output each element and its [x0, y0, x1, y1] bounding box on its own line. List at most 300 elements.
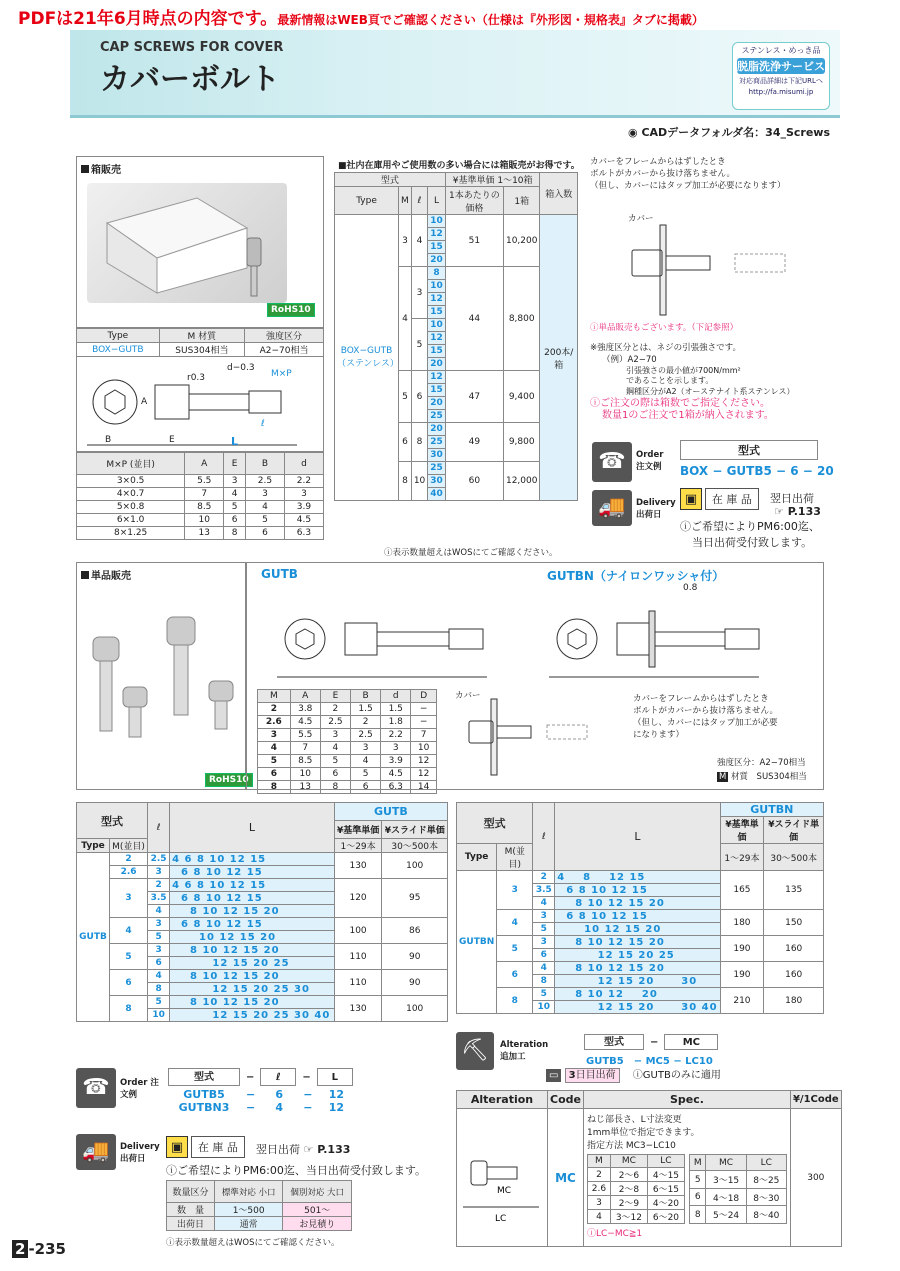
gnt-h-label: GUTBN: [720, 803, 823, 817]
pm2: 当日出荷受付致します。: [692, 536, 813, 549]
single-drawing-panel: [246, 562, 824, 790]
bt-h-price: ¥基準単価 1〜10箱: [445, 173, 540, 187]
gt-h-m: M(並目): [109, 839, 147, 853]
mat-h-type: Type: [77, 329, 160, 343]
bt-p1: 60: [445, 462, 503, 501]
pm-note-top: ⓘご希望によりPM6:00迄、 当日出荷受付致します。: [680, 520, 820, 549]
rn-o1: ⓘご注文の際は箱数でご指定ください。: [590, 398, 770, 409]
pt-ell: 3: [148, 866, 170, 879]
sd-cell: 3: [381, 742, 411, 755]
bt-l: 15: [428, 241, 446, 254]
rn-s3: 引張強さの最小値が700N/mm²であることを示します。: [626, 366, 741, 385]
delivery-footnote: ⓘ表示数量超えはWOSにてご確認ください。: [166, 1238, 340, 1248]
title-english: CAP SCREWS FOR COVER: [100, 40, 284, 55]
sd-cell: 5: [258, 755, 291, 768]
gutbn-price-table: [456, 802, 824, 1014]
m-icon: M: [719, 772, 727, 782]
pt-m: 6: [497, 962, 533, 988]
pt-L: 12 15 20 25 30 40: [170, 1009, 335, 1022]
bt-p2: 9,400: [503, 371, 540, 423]
table-row: [457, 910, 824, 923]
bt-qty: 200本/箱: [540, 215, 578, 501]
sd-cell: 2: [351, 716, 381, 729]
alt-header: 型式 − MC: [584, 1034, 718, 1050]
table-row: [587, 1210, 684, 1224]
mc-cell: 8〜30: [746, 1188, 786, 1206]
gt-h-model: 型式: [77, 803, 148, 839]
qt-r1-2: 501〜: [283, 1203, 352, 1217]
rohs-badge: [267, 305, 315, 315]
mc-cell: 2〜9: [610, 1196, 647, 1210]
sd-cell: 2: [320, 703, 350, 716]
gnt-h-type: Type: [457, 844, 497, 871]
dims-cell: 2.5: [245, 475, 284, 488]
table-row: [77, 475, 324, 488]
pt-L: 10 12 15 20: [555, 923, 720, 936]
bt-l: 10: [428, 319, 446, 332]
gt-h-label: GUTB: [334, 803, 447, 821]
bt-p1: 47: [445, 371, 503, 423]
page-ref-top[interactable]: ☞ P.133: [774, 505, 821, 518]
mc-cell: 3: [587, 1196, 610, 1210]
bt-p1: 44: [445, 267, 503, 371]
table-row: [457, 871, 824, 884]
sd-cell: 2.6: [258, 716, 291, 729]
gt-h-p1: ¥基準単価: [334, 821, 382, 839]
dims-cell: 3: [245, 488, 284, 501]
single-title: [81, 567, 131, 582]
rohs-label-single: RoHS10: [205, 773, 253, 787]
dims-cell: 2.2: [284, 475, 323, 488]
pt-ell: 8: [533, 975, 555, 988]
badge-line3: 対応商品詳細は下記URLへ: [739, 77, 823, 85]
ob-r1-0: GUTB5: [183, 1088, 225, 1101]
mc-cell: 2〜6: [610, 1168, 647, 1182]
label-d: d−0.3: [227, 363, 255, 373]
bt-p1: 51: [445, 215, 503, 267]
mat-h-strength: 強度区分: [245, 329, 324, 343]
pt-L: 4 6 8 10 12 15: [170, 853, 335, 866]
rn-s2: （例）A2−70: [602, 355, 657, 365]
dims-cell: 6: [245, 527, 284, 540]
dims-cell: 5: [245, 514, 284, 527]
sd-cell: 8: [320, 781, 350, 794]
ob-r1-2: 6: [275, 1088, 284, 1101]
pt-p2: 90: [382, 944, 448, 970]
order-header-box: 型式: [680, 440, 818, 460]
bt-h-p2: 1箱: [503, 187, 540, 215]
page-header: [70, 30, 840, 118]
table-row: [77, 944, 448, 957]
bt-h-l: L: [428, 187, 446, 215]
table-row: [689, 1188, 786, 1206]
page-num: -235: [28, 1240, 66, 1258]
rn-o2: 数量1のご注文で1箱が納入されます。: [602, 410, 774, 421]
table-row: [77, 514, 324, 527]
pt-p1: 100: [334, 918, 382, 944]
bt-m: 6: [399, 423, 412, 462]
bt-ell: 10: [411, 462, 427, 501]
mc-left-body: [587, 1168, 684, 1224]
bt-p2: 8,800: [503, 267, 540, 371]
cover-drawing: [620, 220, 800, 320]
sd-cell: 3.9: [381, 755, 411, 768]
alt-spec2: 1mm単位で指定できます。: [586, 1128, 700, 1138]
pt-ell: 5: [533, 988, 555, 1001]
pt-p2: 180: [764, 988, 824, 1014]
phone-icon: ☎: [592, 442, 632, 482]
dims-cell: 3: [284, 488, 323, 501]
qt-r1-0: 数 量: [167, 1203, 215, 1217]
pt-p1: 110: [334, 944, 382, 970]
sd-cell: 10: [411, 742, 437, 755]
bt-l: 30: [428, 449, 446, 462]
mat-strength: A2−70相当: [245, 343, 324, 357]
bt-l: 40: [428, 488, 446, 501]
bt-p2: 9,800: [503, 423, 540, 462]
pt-L: 12 15 20 30 40: [555, 1001, 720, 1014]
sd-cell: 4: [258, 742, 291, 755]
mc-cell: 6: [689, 1188, 705, 1206]
bt-h-ell: ℓ: [411, 187, 427, 215]
bt-h-m: M: [399, 187, 412, 215]
rn-s1: ※強度区分とは、ネジの引張強さです。: [590, 343, 741, 353]
pt-ell: 4: [148, 905, 170, 918]
rn-cover-label: カバー: [628, 214, 654, 224]
ob-r2-3: −: [303, 1101, 313, 1114]
box-product-photo: [87, 183, 287, 303]
gutbn-body: [457, 871, 824, 1014]
pt-m: 5: [109, 944, 147, 970]
mcl-h2: LC: [647, 1155, 684, 1168]
ob-r1-4: 12: [328, 1088, 345, 1101]
sn-1: カバーをフレームからはずしたとき: [633, 694, 769, 704]
bt-m: 8: [399, 462, 412, 501]
sd-cell: 10: [290, 768, 320, 781]
notice-small: 最新情報はWEB頁でご確認ください（仕様は『外形図・規格表』タブに掲載）: [277, 13, 704, 27]
table-row: [77, 488, 324, 501]
pt-p1: 110: [334, 970, 382, 996]
sd-cell: 2.5: [351, 729, 381, 742]
order-code-box: BOX − GUTB5 − 6 − 20: [680, 464, 834, 478]
sn-3: （但し、カバーにはタップ加工が必要: [633, 718, 778, 728]
rn-single: ⓘ単品販売もございます。（下記参照）: [590, 323, 739, 333]
pt-ell: 3.5: [533, 884, 555, 897]
pt-ell: 3.5: [148, 892, 170, 905]
pt-ell: 3: [533, 910, 555, 923]
order-label-bottom: Order 注文例: [120, 1078, 159, 1100]
alt-price: 300: [790, 1109, 841, 1247]
table-row: [587, 1168, 684, 1182]
pt-p1: 120: [334, 879, 382, 918]
bt-l: 12: [428, 371, 446, 384]
pt-p2: 150: [764, 910, 824, 936]
mc-cell: 6〜20: [647, 1210, 684, 1224]
qt-h2: 個別対応 大口: [283, 1181, 352, 1203]
alt-days-label: 日目出荷: [575, 1070, 616, 1081]
pt-p1: 190: [720, 962, 764, 988]
dims-cell: 10: [185, 514, 224, 527]
table-row: [258, 703, 437, 716]
single-title-text: 単品販売: [91, 571, 131, 582]
mc-cell: 3〜15: [706, 1171, 746, 1189]
alt-h1: 型式: [584, 1034, 644, 1050]
bt-l: 15: [428, 306, 446, 319]
ob-h1: 型式: [168, 1068, 240, 1086]
stock-badge-bottom: [166, 1136, 245, 1158]
sd-cell: 7: [411, 729, 437, 742]
box-footnote-text: 表示数量超えはWOSにてご確認ください。: [392, 548, 558, 558]
at-h1: Code: [548, 1091, 584, 1109]
bt-type-name: BOX−GUTB: [340, 346, 393, 356]
stock-badge-top: [680, 488, 759, 510]
gt-h-type: Type: [77, 839, 110, 853]
sd-cell: 1.5: [381, 703, 411, 716]
table-row: [77, 996, 448, 1009]
pt-L: 6 8 10 12 15: [555, 884, 720, 897]
gutb-price-table: [76, 802, 448, 1022]
gutb-drawing: [277, 605, 517, 685]
mc-cell: 5: [689, 1171, 705, 1189]
table-row: [77, 970, 448, 983]
bt-p2: 12,000: [503, 462, 540, 501]
mcl-h0: M: [587, 1155, 610, 1168]
pt-m: 3: [497, 871, 533, 910]
sd-h-m: M: [258, 690, 291, 703]
gutbn-heading: [547, 567, 724, 584]
pm-note-bottom: ⓘご希望によりPM6:00迄、当日出荷受付致します。: [166, 1164, 426, 1177]
pt-L: 6 8 10 12 15: [170, 918, 335, 931]
gutbn-text: GUTBN（ナイロンワッシャ付）: [547, 569, 725, 583]
bt-l: 30: [428, 475, 446, 488]
sd-cell: 8.5: [290, 755, 320, 768]
box-dims-body: [77, 475, 324, 540]
pt-m: 8: [497, 988, 533, 1014]
rohs-label: RoHS10: [267, 303, 315, 317]
sd-cell: 5: [320, 755, 350, 768]
bt-ell: 5: [411, 319, 427, 371]
gt-h-L: L: [170, 803, 335, 853]
sd-h-e: E: [320, 690, 350, 703]
sd-cell: 4: [320, 742, 350, 755]
phone-icon: ☎: [76, 1068, 116, 1108]
pt-ell: 4: [148, 970, 170, 983]
pt-m: 4: [497, 910, 533, 936]
mat-material: SUS304相当: [159, 343, 244, 357]
degreasing-badge[interactable]: [732, 42, 830, 110]
ship-top: [770, 490, 814, 506]
ob-r2-1: −: [246, 1101, 256, 1114]
page-ref-bottom[interactable]: P.133: [317, 1143, 351, 1156]
bt-l: 12: [428, 293, 446, 306]
dims-h-d: d: [284, 453, 323, 475]
pt-L: 8 10 12 15 20: [170, 944, 335, 957]
pt-ell: 2.5: [148, 853, 170, 866]
pt-p1: 180: [720, 910, 764, 936]
alt-cond: LC−MC≧1: [595, 1229, 643, 1239]
right-notes: [590, 156, 890, 192]
gnt-h-q2: 30〜500本: [764, 844, 824, 871]
sd-cell: 2.5: [320, 716, 350, 729]
pt-ell: 6: [533, 949, 555, 962]
alt-only: GUTBのみに適用: [642, 1070, 721, 1081]
dims-cell: 6: [224, 514, 246, 527]
gutb-heading: GUTB: [261, 567, 298, 581]
box-icon: ▣: [680, 488, 702, 510]
dims-cell: 5: [224, 501, 246, 514]
rn-3: （但し、カバーにはタップ加工が必要になります）: [590, 181, 786, 191]
mc-left-table: [587, 1154, 685, 1224]
bt-l: 8: [428, 267, 446, 280]
alt-spec-cell: ねじ部長さ、L寸法変更 1mm単位で指定できます。 指定方法 MC3−LC10 M MC LC 2 2〜6 4〜15 2.6 2〜8 6〜15 3 2〜9 4〜20 4 3〜12 6〜20 M MC LC 5 3〜15 8〜25 6 4〜18 8〜30 8 5〜24 8〜40 ⓘLC−MC≧1: [583, 1109, 790, 1247]
mcl-h1: MC: [610, 1155, 647, 1168]
gnt-h-m: M(並目): [497, 844, 533, 871]
order-bottom-grid: 型式 − ℓ − L GUTB5 − 6 − 12 GUTBN3 − 4 − 12: [168, 1068, 358, 1114]
quantity-table: [166, 1180, 352, 1231]
single-strength: 強度区分：A2−70相当: [717, 758, 806, 768]
dims-cell: 5.5: [185, 475, 224, 488]
dims-cell: 4×0.7: [77, 488, 185, 501]
top-notice: [18, 4, 888, 29]
dims-cell: 3.9: [284, 501, 323, 514]
pt-ell: 4: [533, 897, 555, 910]
pt-L: 8 10 12 15 20: [555, 962, 720, 975]
bt-ell: 3: [411, 267, 427, 319]
bt-m: 3: [399, 215, 412, 267]
box-drawing: [76, 356, 324, 452]
pt-m: 8: [109, 996, 147, 1022]
title-japanese: カバーボルト: [100, 62, 280, 97]
pt-L: 12 15 20 25: [555, 949, 720, 962]
rn-1: カバーをフレームからはずしたとき: [590, 157, 726, 167]
mc-cell: 3〜12: [610, 1210, 647, 1224]
bt-l: 10: [428, 215, 446, 228]
alt-code: MC: [548, 1109, 584, 1247]
delivery-label-bottom: Delivery 出荷日: [120, 1142, 160, 1164]
rn-o1-text: ご注文の際は箱数でご指定ください。: [600, 398, 770, 409]
notice-big: PDFは21年6月時点の内容です。: [18, 9, 278, 29]
pt-p2: 160: [764, 936, 824, 962]
label-l: L: [231, 435, 239, 448]
mc-cell: 6〜15: [647, 1182, 684, 1196]
cad-folder: ◉ CADデータフォルダ名：34_Screws: [628, 126, 831, 139]
badge-url[interactable]: http://fa.misumi.jp: [748, 88, 814, 96]
box-sale-photo-panel: [76, 156, 324, 328]
pt-ell: 3: [533, 936, 555, 949]
pt-m: 2.6: [109, 866, 147, 879]
bt-h-qty: 箱入数: [540, 173, 578, 215]
mc-cell: 8: [689, 1206, 705, 1224]
bt-h-p1: 1本あたりの価格: [445, 187, 503, 215]
at-h3: ¥/1Code: [790, 1091, 841, 1109]
mc-cell: 5〜24: [706, 1206, 746, 1224]
mc-cell: 4〜20: [647, 1196, 684, 1210]
truck-small-icon: ▭: [546, 1069, 561, 1082]
alt-drawing: [459, 1111, 545, 1241]
pt-L: 8 10 12 15 20: [170, 996, 335, 1009]
bt-l: 10: [428, 280, 446, 293]
sn-2: ボルトがカバーから抜け落ちません。: [633, 706, 779, 716]
mat-type: BOX−GUTB: [77, 343, 160, 357]
bt-l: 25: [428, 410, 446, 423]
box-sale-title: [81, 161, 121, 176]
dims-cell: 3: [224, 475, 246, 488]
table-row: [587, 1196, 684, 1210]
gt-h-q2: 30〜500本: [382, 839, 448, 853]
table-row: [587, 1182, 684, 1196]
pt-L: 8 10 12 15 20: [170, 970, 335, 983]
sd-cell: 12: [411, 755, 437, 768]
bt-p2: 10,200: [503, 215, 540, 267]
sd-cell: 8: [258, 781, 291, 794]
sd-cell: −: [411, 716, 437, 729]
pt-m: 6: [109, 970, 147, 996]
pt-ell: 5: [148, 996, 170, 1009]
single-material: [717, 771, 807, 783]
bt-ell: 6: [411, 371, 427, 423]
gutb-body: [77, 853, 448, 1022]
alt-lc-draw: LC: [495, 1214, 507, 1224]
qt-h1: 標準対応 小口: [214, 1181, 283, 1203]
pt-p1: 165: [720, 871, 764, 910]
truck-icon: 🚚: [76, 1134, 116, 1170]
table-row: [335, 215, 578, 228]
gnt-h-L: L: [555, 803, 720, 871]
pt-ell: 10: [148, 1009, 170, 1022]
badge-line2: 脱脂洗浄サービス: [737, 60, 825, 73]
gnt-h-q1: 1〜29本: [720, 844, 764, 871]
pt-type: GUTBN: [457, 871, 497, 1014]
dims-cell: 8.5: [185, 501, 224, 514]
pt-L: 8 10 12 15 20: [555, 897, 720, 910]
mc-cell: 4: [587, 1210, 610, 1224]
pm1: ご希望によりPM6:00迄、: [691, 520, 820, 533]
pt-m: 3: [109, 879, 147, 918]
sd-cell: 7: [290, 742, 320, 755]
dims-cell: 8: [224, 527, 246, 540]
sd-cell: 2: [258, 703, 291, 716]
pt-p1: 210: [720, 988, 764, 1014]
pt-type: GUTB: [77, 853, 110, 1022]
dims-cell: 8×1.25: [77, 527, 185, 540]
box-icon: ▣: [166, 1136, 188, 1158]
qt-r2-0: 出荷日: [167, 1217, 215, 1231]
pt-ell: 4: [533, 962, 555, 975]
alt-drawing-cell: [457, 1109, 548, 1247]
table-row: [77, 527, 324, 540]
rn-s4: 鋼種区分がA2（オーステナイト系ステンレス）: [626, 387, 795, 396]
alt-h2: MC: [664, 1034, 718, 1050]
pt-L: 8 10 12 15 20: [170, 905, 335, 918]
box-sale-title-text: 箱販売: [91, 165, 121, 176]
sd-cell: 3: [351, 742, 381, 755]
page-section: 2: [12, 1240, 28, 1258]
page-number: [12, 1240, 66, 1258]
sd-cell: 3: [258, 729, 291, 742]
strength-notes: [590, 322, 890, 422]
single-dims-body: [258, 703, 437, 794]
ob-r2-0: GUTBN3: [178, 1101, 230, 1114]
dims-cell: 4: [224, 488, 246, 501]
sd-h-b: B: [351, 690, 381, 703]
table-row: [258, 742, 437, 755]
page-ref-text[interactable]: P.133: [787, 505, 821, 518]
square-bullet-icon: [81, 165, 89, 173]
ob-h2: ℓ: [260, 1068, 296, 1086]
mc-right-body: [689, 1171, 786, 1224]
mc-cell: 4〜18: [706, 1188, 746, 1206]
pt-p2: 90: [382, 970, 448, 996]
